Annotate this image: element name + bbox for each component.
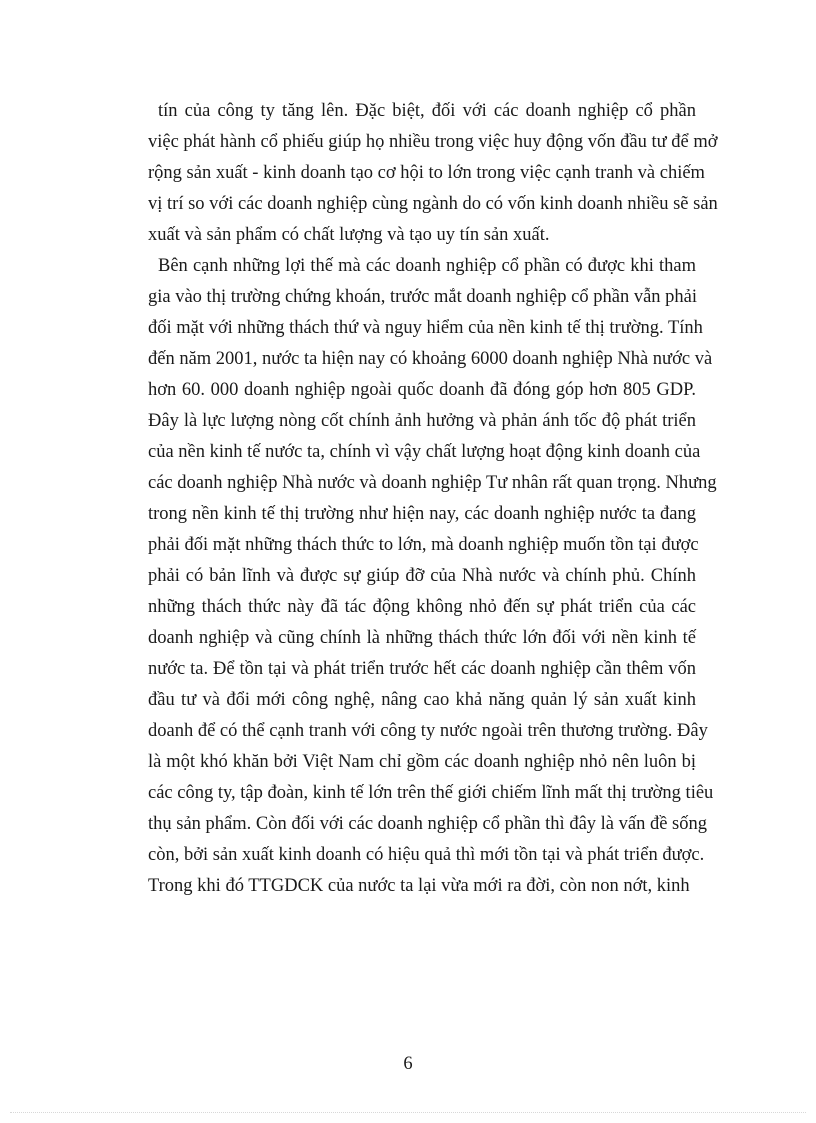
text-line: phải có bản lĩnh và được sự giúp đỡ của Nhà nước và chính phủ. Chính [148,566,696,586]
page-bottom-divider [10,1112,806,1113]
text-line: doanh nghiệp và cũng chính là những thách thức lớn đối với nền kinh tế [148,628,696,648]
text-line: đầu tư và đổi mới công nghệ, nâng cao khả năng quản lý sản xuất kinh [148,690,696,710]
text-line: của nền kinh tế nước ta, chính vì vậy chất lượng hoạt động kinh doanh của [148,442,701,462]
text-line: hơn 60. 000 doanh nghiệp ngoài quốc doanh đã đóng góp hơn 805 GDP. [148,380,696,400]
text-line: đối mặt với những thách thứ và nguy hiểm của nền kinh tế thị trường. Tính [148,318,703,338]
text-line: là một khó khăn bởi Việt Nam chỉ gồm các doanh nghiệp nhỏ nên luôn bị [148,752,696,772]
text-line: việc phát hành cổ phiếu giúp họ nhiều trong việc huy động vốn đầu tư để mở [148,132,718,152]
text-line: những thách thức này đã tác động không nhỏ đến sự phát triển của các [148,597,696,617]
text-line: xuất và sản phẩm có chất lượng và tạo uy tín sản xuất. [148,225,550,245]
text-line: các doanh nghiệp Nhà nước và doanh nghiệp Tư nhân rất quan trọng. Nhưng [148,473,717,493]
text-line: vị trí so với các doanh nghiệp cùng ngành do có vốn kinh doanh nhiều sẽ sản [148,194,718,214]
text-line: nước ta. Để tồn tại và phát triển trước hết các doanh nghiệp cần thêm vốn [148,659,696,679]
text-line: còn, bởi sản xuất kinh doanh có hiệu quả thì mới tồn tại và phát triển được. [148,845,705,865]
text-line: đến năm 2001, nước ta hiện nay có khoảng 6000 doanh nghiệp Nhà nước và [148,349,713,369]
text-line: các công ty, tập đoàn, kinh tế lớn trên thế giới chiếm lĩnh mất thị trường tiêu [148,783,714,803]
text-line: tín của công ty tăng lên. Đặc biệt, đối với các doanh nghiệp cổ phần [158,101,696,121]
text-line: phải đối mặt những thách thức to lớn, mà doanh nghiệp muốn tồn tại được [148,535,699,555]
text-line: rộng sản xuất - kinh doanh tạo cơ hội to lớn trong việc cạnh tranh và chiếm [148,163,705,183]
text-line: doanh để có thể cạnh tranh với công ty nước ngoài trên thương trường. Đây [148,721,708,741]
text-line: trong nền kinh tế thị trường như hiện nay, các doanh nghiệp nước ta đang [148,504,696,524]
text-line: thụ sản phẩm. Còn đối với các doanh nghiệp cổ phần thì đây là vấn đề sống [148,814,708,834]
page-number: 6 [403,1054,413,1074]
body-text [148,96,718,902]
paragraph-start-line: Bên cạnh những lợi thế mà các doanh nghiệp cổ phần có được khi tham [158,256,696,276]
text-line: Trong khi đó TTGDCK của nước ta lại vừa mới ra đời, còn non nớt, kinh [148,876,690,896]
text-line: gia vào thị trường chứng khoán, trước mắt doanh nghiệp cổ phần vẫn phải [148,287,698,307]
text-line: Đây là lực lượng nòng cốt chính ảnh hưởng và phản ánh tốc độ phát triển [148,411,696,431]
